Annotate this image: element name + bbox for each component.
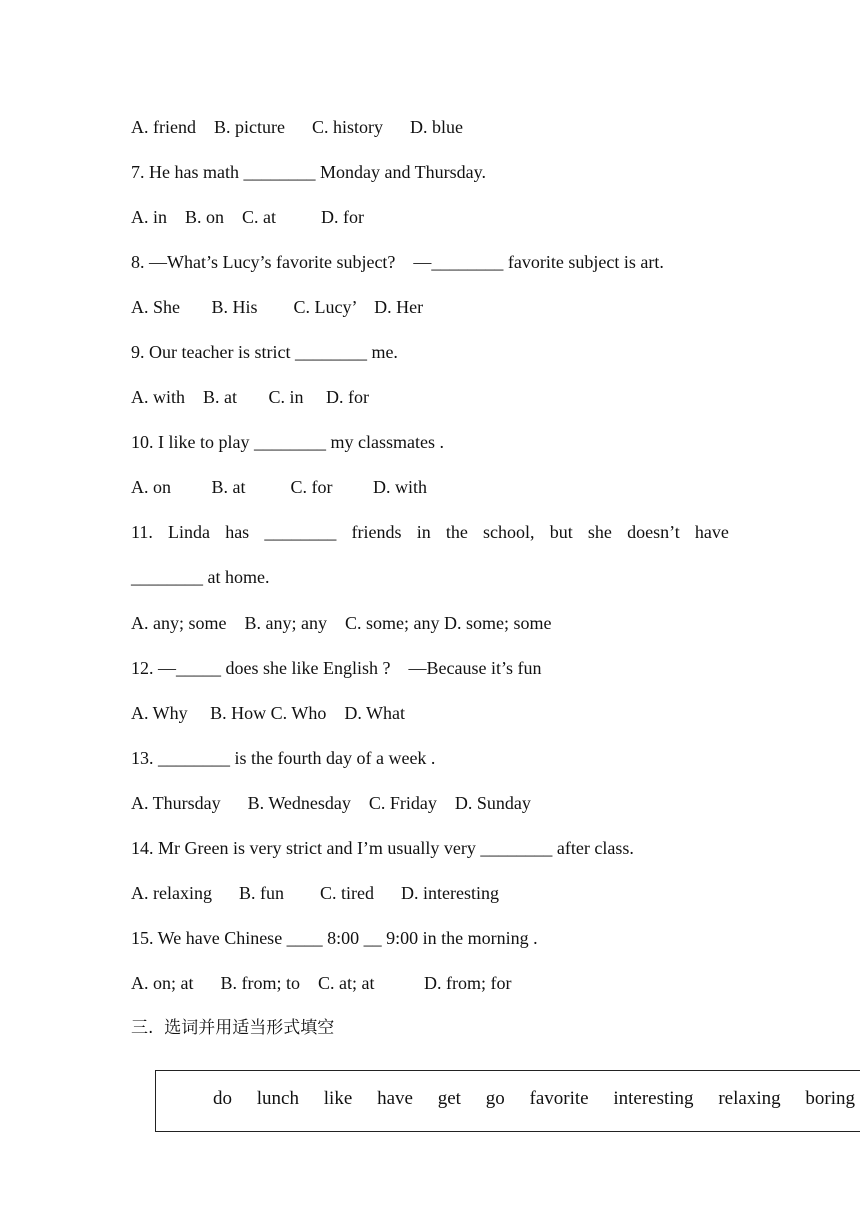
q11-text-line1 xyxy=(131,520,729,544)
word-item: boring xyxy=(805,1088,855,1109)
q11-word: have xyxy=(694,522,729,542)
q11-word: ________ xyxy=(264,522,337,542)
word-list xyxy=(213,1088,855,1110)
q11-word: 11. xyxy=(131,522,153,542)
q11-word: the xyxy=(445,522,468,542)
q11-text-line2: ________ at home. xyxy=(131,567,270,587)
q14-options: A. relaxing B. fun C. tired D. interesting xyxy=(131,883,499,903)
q14-text: 14. Mr Green is very strict and I’m usually very ________ after class. xyxy=(131,838,634,858)
q11-word: school, xyxy=(483,522,535,542)
word-item: do xyxy=(213,1088,232,1109)
q11-word: Linda xyxy=(168,522,211,542)
q11-options: A. any; some B. any; any C. some; any D. some; some xyxy=(131,613,552,633)
q11-word: has xyxy=(225,522,250,542)
q11-word: friends xyxy=(351,522,402,542)
q11-word: she xyxy=(587,522,612,542)
q6-options: A. friend B. picture C. history D. blue xyxy=(131,117,463,137)
q13-options: A. Thursday B. Wednesday C. Friday D. Sunday xyxy=(131,793,531,813)
word-item: favorite xyxy=(529,1088,589,1109)
q7-options: A. in B. on C. at D. for xyxy=(131,207,364,227)
q8-text: 8. —What’s Lucy’s favorite subject? —________ favorite subject is art. xyxy=(131,252,664,272)
q11-word: in xyxy=(416,522,431,542)
q9-text: 9. Our teacher is strict ________ me. xyxy=(131,342,398,362)
word-item: interesting xyxy=(613,1088,694,1109)
word-item: lunch xyxy=(256,1088,299,1109)
word-box xyxy=(155,1070,860,1132)
word-item: have xyxy=(377,1088,413,1109)
q12-options: A. Why B. How C. Who D. What xyxy=(131,703,405,723)
q12-text: 12. —_____ does she like English ? —Because it’s fun xyxy=(131,658,542,678)
q8-options: A. She B. His C. Lucy’ D. Her xyxy=(131,297,424,317)
word-item: go xyxy=(485,1088,505,1109)
q11-word: but xyxy=(549,522,573,542)
word-item: get xyxy=(437,1088,461,1109)
q9-options: A. with B. at C. in D. for xyxy=(131,387,369,407)
q13-text: 13. ________ is the fourth day of a week . xyxy=(131,748,436,768)
word-item: relaxing xyxy=(718,1088,781,1109)
q10-options: A. on B. at C. for D. with xyxy=(131,477,427,497)
q15-options: A. on; at B. from; to C. at; at D. from; for xyxy=(131,973,512,993)
q10-text: 10. I like to play ________ my classmates . xyxy=(131,432,444,452)
q7-text: 7. He has math ________ Monday and Thursday. xyxy=(131,162,486,182)
q15-text: 15. We have Chinese ____ 8:00 __ 9:00 in the morning . xyxy=(131,928,538,948)
section-title: 三. 选词并用适当形式填空 xyxy=(131,1018,335,1038)
q11-word: doesn’t xyxy=(627,522,680,542)
word-item: like xyxy=(323,1088,353,1109)
